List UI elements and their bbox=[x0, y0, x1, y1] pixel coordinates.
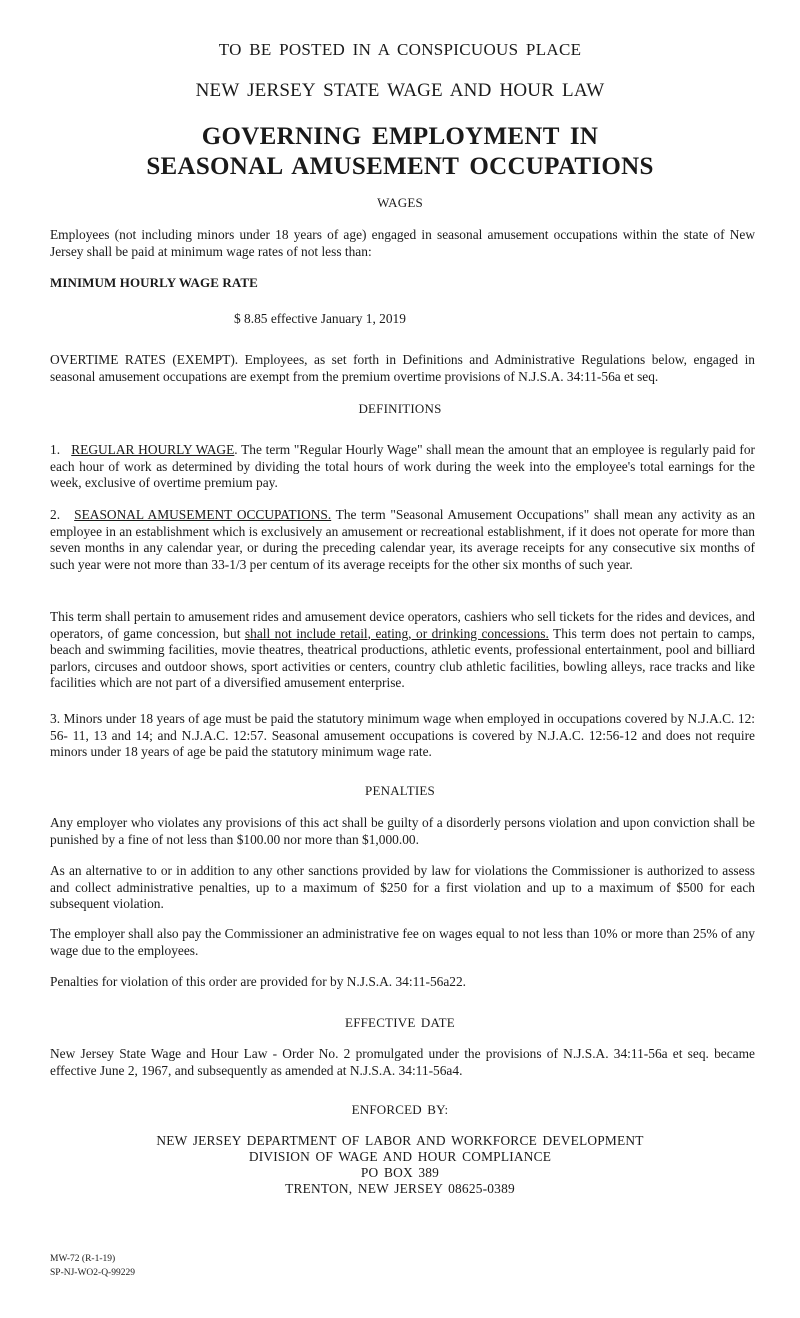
city-state-zip: TRENTON, NEW JERSEY 08625-0389 bbox=[285, 1181, 515, 1196]
title-line-1: GOVERNING EMPLOYMENT IN bbox=[201, 123, 599, 150]
definition-1-number: 1. bbox=[50, 442, 61, 457]
definitions-heading: DEFINITIONS bbox=[358, 401, 442, 416]
document-title bbox=[0, 122, 800, 182]
form-codes bbox=[50, 1252, 135, 1280]
scope-text-after: This term does not pertain to camps, beach and swimming facilities, movie theatres, theatrical productions, athletic events, professional entertainment, pool and billiard parlors, circuses and outdoor shows, sport activities or centers, country club athletic facilities, bowling alleys, race tracks and like facilities which are not part of a diversified amusement enterprise. bbox=[50, 625, 756, 690]
penalties-paragraph-2: As an alternative to or in addition to any other sanctions provided by law for violations the Commissioner is authorized to assess and collect administrative penalties, up to a maximum of $250 for a first violation and up to a maximum of $500 for each subsequent violation. bbox=[50, 863, 755, 911]
min-rate-label: MINIMUM HOURLY WAGE RATE bbox=[50, 275, 258, 290]
scope-text-before: This term shall pertain to amusement rides and amusement device operators, cashiers who sell tickets for the rides and devices, and operators, of game concession, but bbox=[50, 609, 755, 641]
definition-2-text: The term "Seasonal Amusement Occupations" shall mean any activity as an employee in an establishment which is exclusively an amusement or recreational establishment, if it does not operate for more than seven months in any calendar year, or during the preceding calendar year, its average receipts for any consecutive six months of such year were not more than 33-1/3 per centum of its average receipts for the other six months of such year. bbox=[50, 507, 756, 572]
po-box: PO BOX 389 bbox=[360, 1165, 440, 1180]
wages-intro: Employees (not including minors under 18 years of age) engaged in seasonal amusement occupations within the state of New Jersey shall be paid at minimum wage rates of not less than: bbox=[50, 227, 755, 259]
posted-notice: TO BE POSTED IN A CONSPICUOUS PLACE bbox=[218, 40, 582, 59]
penalties-paragraph-4: Penalties for violation of this order are provided for by N.J.S.A. 34:11-56a22. bbox=[50, 974, 467, 989]
definition-1 bbox=[50, 442, 755, 492]
wages-heading: WAGES bbox=[377, 195, 423, 210]
penalties-heading: PENALTIES bbox=[365, 783, 435, 798]
penalties-paragraph-3: The employer shall also pay the Commissioner an administrative fee on wages equal to not less than 10% or more than 25% of any wage due to the employees. bbox=[50, 926, 755, 958]
overtime-paragraph: OVERTIME RATES (EXEMPT). Employees, as set forth in Definitions and Administrative Regulations below, engaged in seasonal amusement occupations are exempt from the premium overtime provisions of N.J.S.A. 34:11-56a et seq. bbox=[50, 352, 755, 384]
definition-2-term: SEASONAL AMUSEMENT OCCUPATIONS. bbox=[74, 507, 332, 522]
effective-date-heading: EFFECTIVE DATE bbox=[345, 1015, 455, 1030]
definition-3: 3. Minors under 18 years of age must be paid the statutory minimum wage when employed in occupations covered by N.J.A.C. 12: 56- 11, 13 and 14; and N.J.A.C. 12:57. Seasonal amusement occupations is covered by N.J.A.C. 12:56-12 and does not require minors under 18 years of age be paid the statutory minimum wage rate. bbox=[50, 711, 755, 759]
title-line-2: SEASONAL AMUSEMENT OCCUPATIONS bbox=[146, 153, 654, 180]
scope-exclusion-underlined: shall not include retail, eating, or drinking concessions. bbox=[244, 625, 549, 641]
division-name: DIVISION OF WAGE AND HOUR COMPLIANCE bbox=[248, 1149, 552, 1164]
law-name: NEW JERSEY STATE WAGE AND HOUR LAW bbox=[195, 80, 605, 101]
definition-2 bbox=[50, 507, 755, 573]
enforced-by-heading: ENFORCED BY: bbox=[351, 1102, 449, 1117]
agency-name: NEW JERSEY DEPARTMENT OF LABOR AND WORKFORCE DEVELOPMENT bbox=[156, 1133, 644, 1148]
form-number: MW-72 (R-1-19) bbox=[50, 1254, 116, 1264]
enforcing-agency-address bbox=[0, 1133, 800, 1197]
definition-1-text: . The term "Regular Hourly Wage" shall mean the amount that an employee is regularly paid for each hour of work as determined by dividing the total hours of work during the week into the employee's total earnings for the week, exclusive of overtime premium pay. bbox=[50, 442, 755, 490]
effective-date-paragraph: New Jersey State Wage and Hour Law - Order No. 2 promulgated under the provisions of N.J.S.A. 34:11-56a et seq. became effective June 2, 1967, and subsequently as amended at N.J.S.A. 34:11-56a4. bbox=[50, 1046, 755, 1078]
sp-code: SP-NJ-WO2-Q-99229 bbox=[50, 1268, 135, 1278]
penalties-paragraph-1: Any employer who violates any provisions of this act shall be guilty of a disorderly persons violation and upon conviction shall be punished by a fine of not less than $100.00 nor more than $1,000.00. bbox=[50, 815, 755, 847]
definition-1-term: REGULAR HOURLY WAGE bbox=[71, 442, 235, 457]
definition-2-number: 2. bbox=[50, 507, 61, 522]
min-rate-value: $ 8.85 effective January 1, 2019 bbox=[234, 311, 406, 326]
definition-2-scope bbox=[50, 609, 755, 692]
